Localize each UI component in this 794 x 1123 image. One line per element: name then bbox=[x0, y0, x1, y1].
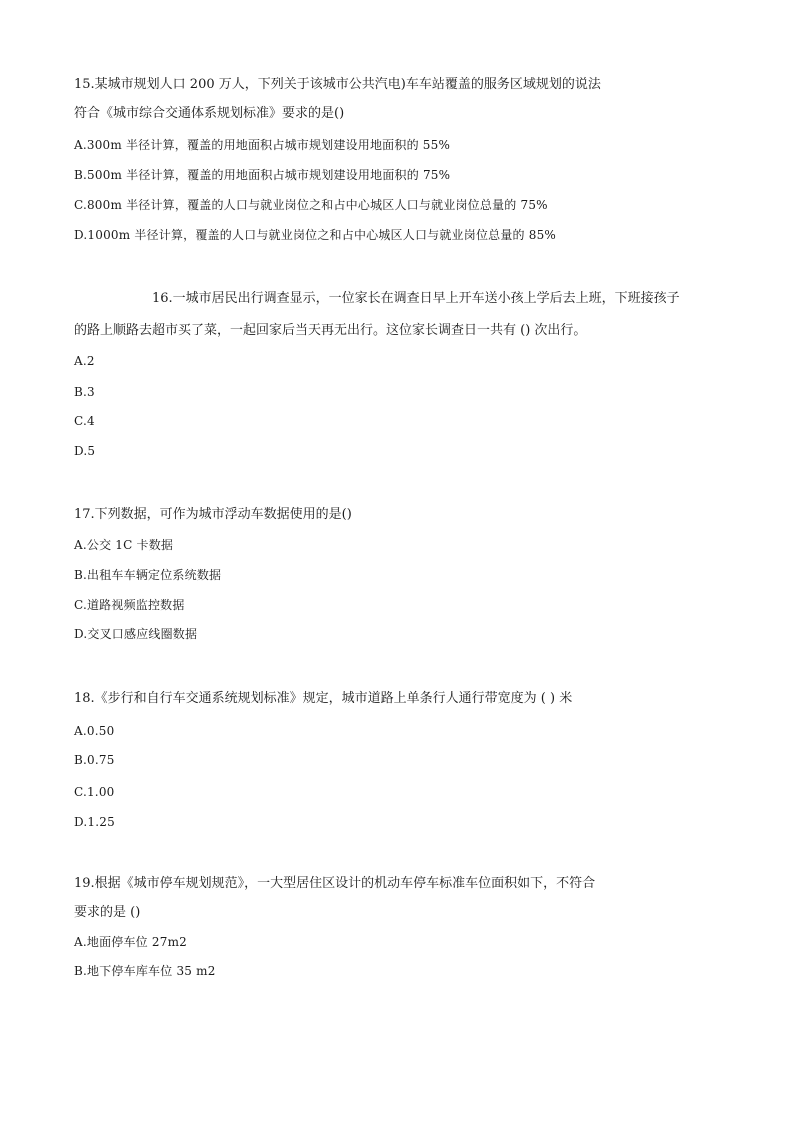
q15-option-b: B.500m 半径计算，覆盖的用地面积占城市规划建设用地面积的 75% bbox=[74, 168, 451, 182]
q17-option-d: D.交叉口感应线圈数据 bbox=[74, 627, 198, 641]
q17-option-a: A.公交 1C 卡数据 bbox=[74, 538, 174, 552]
q16-option-c: C.4 bbox=[74, 414, 95, 428]
q18-stem: 18.《步行和自行车交通系统规划标准》规定，城市道路上单条行人通行带宽度为 ( ) 米 bbox=[74, 691, 573, 706]
q18-option-c: C.1.00 bbox=[74, 785, 115, 799]
q15-stem-line2: 符合《城市综合交通体系规划标准》要求的是() bbox=[74, 106, 345, 121]
q19-option-a: A.地面停车位 27m2 bbox=[74, 935, 187, 949]
q15-option-d: D.1000m 半径计算，覆盖的人口与就业岗位之和占中心城区人口与就业岗位总量的 85% bbox=[74, 228, 557, 242]
q16-option-a: A.2 bbox=[74, 354, 95, 368]
q17-option-c: C.道路视频监控数据 bbox=[74, 598, 185, 612]
q16-stem-line2: 的路上顺路去超市买了菜，一起回家后当天再无出行。这位家长调查日一共有 () 次出行。 bbox=[74, 323, 587, 338]
q18-option-d: D.1.25 bbox=[74, 815, 115, 829]
q19-stem-line2: 要求的是 () bbox=[74, 905, 141, 920]
q15-option-c: C.800m 半径计算，覆盖的人口与就业岗位之和占中心城区人口与就业岗位总量的 75% bbox=[74, 198, 548, 212]
q16-stem-line1: 16.一城市居民出行调查显示，一位家长在调查日早上开车送小孩上学后去上班，下班接孩子 bbox=[152, 291, 680, 306]
q15-option-a: A.300m 半径计算，覆盖的用地面积占城市规划建设用地面积的 55% bbox=[74, 138, 451, 152]
q16-option-b: B.3 bbox=[74, 385, 95, 399]
q15-stem-line1: 15.某城市规划人口 200 万人，下列关于该城市公共汽电)车车站覆盖的服务区域规划的说法 bbox=[74, 77, 601, 92]
q16-option-d: D.5 bbox=[74, 444, 96, 458]
q19-option-b: B.地下停车库车位 35 m2 bbox=[74, 964, 216, 978]
q18-option-a: A.0.50 bbox=[74, 724, 115, 738]
q17-option-b: B.出租车车辆定位系统数据 bbox=[74, 568, 222, 582]
q18-option-b: B.0.75 bbox=[74, 753, 115, 767]
q17-stem: 17.下列数据，可作为城市浮动车数据使用的是() bbox=[74, 507, 352, 522]
q19-stem-line1: 19.根据《城市停车规划规范》，一大型居住区设计的机动车停车标准车位面积如下，不符合 bbox=[74, 876, 596, 891]
